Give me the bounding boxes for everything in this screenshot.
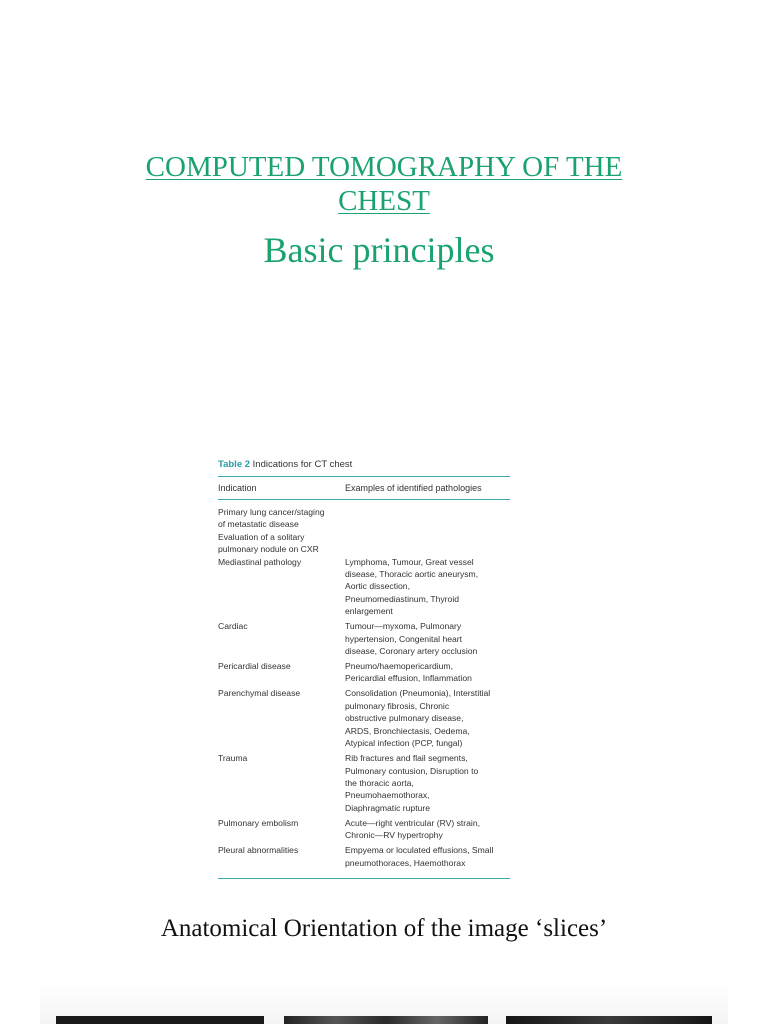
indication-line: Mediastinal pathology <box>218 556 302 567</box>
table-row <box>218 817 510 842</box>
examples-cell <box>345 844 510 869</box>
example-line: Atypical infection (PCP, fungal) <box>345 738 463 749</box>
examples-cell <box>345 556 510 618</box>
table-bottom-rule <box>218 878 510 879</box>
table-row <box>218 752 510 814</box>
table-caption <box>218 458 510 472</box>
slide-title <box>0 150 768 218</box>
title-line-1: COMPUTED TOMOGRAPHY OF THE <box>145 151 623 183</box>
indication-cell <box>218 556 345 618</box>
examples-cell <box>345 752 510 814</box>
indication-line: Pulmonary embolism <box>218 817 299 828</box>
examples-cell <box>345 687 510 749</box>
table-row <box>218 556 510 618</box>
example-line: Diaphragmatic rupture <box>345 802 431 813</box>
example-line: Pulmonary contusion, Disruption to <box>345 765 479 776</box>
header-examples: Examples of identified pathologies <box>345 483 482 493</box>
examples-cell <box>345 817 510 842</box>
ct-slice-image-2 <box>284 1016 488 1024</box>
indication-cell <box>218 531 345 556</box>
indication-line: of metastatic disease <box>218 519 299 530</box>
indication-cell <box>218 660 345 685</box>
table-header-row <box>218 477 510 499</box>
example-line: hypertension, Congenital heart <box>345 633 463 644</box>
ct-slice-image-1 <box>56 1016 264 1024</box>
examples-cell <box>345 620 510 657</box>
table-body <box>218 500 510 878</box>
example-line: Acute—right ventricular (RV) strain, <box>345 817 480 828</box>
slide-subtitle: Basic principles <box>263 230 495 270</box>
example-line: Consolidation (Pneumonia), Interstitial <box>345 688 491 699</box>
indication-line: Evaluation of a solitary <box>218 531 305 542</box>
example-line: Chronic—RV hypertrophy <box>345 830 443 841</box>
example-line: disease, Coronary artery occlusion <box>345 646 478 657</box>
indication-cell <box>218 506 345 531</box>
example-line: Lymphoma, Tumour, Great vessel <box>345 556 474 567</box>
ct-slice-image-3 <box>506 1016 712 1024</box>
indication-cell <box>218 752 345 814</box>
orientation-heading: Anatomical Orientation of the image ‘slices’ <box>160 915 608 942</box>
table-row <box>218 660 510 685</box>
indication-line: Cardiac <box>218 621 248 632</box>
example-line: Pneumohaemothorax, <box>345 790 430 801</box>
examples-cell <box>345 506 510 531</box>
indication-cell <box>218 620 345 657</box>
table-number: Table 2 <box>218 459 251 470</box>
example-line: Aortic dissection, <box>345 581 410 592</box>
table-row <box>218 620 510 657</box>
indication-line: Pleural abnormalities <box>218 845 299 856</box>
example-line: pneumothoraces, Haemothorax <box>345 857 466 868</box>
indication-line: Parenchymal disease <box>218 688 301 699</box>
title-line-2: CHEST <box>338 185 430 217</box>
example-line: ARDS, Bronchiectasis, Oedema, <box>345 725 470 736</box>
table-row <box>218 506 510 531</box>
example-line: the thoracic aorta, <box>345 777 414 788</box>
example-line: Empyema or loculated effusions, Small <box>345 845 494 856</box>
indication-cell <box>218 687 345 749</box>
indication-line: Trauma <box>218 753 248 764</box>
table-row <box>218 531 510 556</box>
example-line: Pericardial effusion, Inflammation <box>345 673 472 684</box>
examples-cell <box>345 531 510 556</box>
indications-table <box>218 458 510 879</box>
indication-cell <box>218 817 345 842</box>
example-line: obstructive pulmonary disease, <box>345 713 464 724</box>
table-row <box>218 844 510 869</box>
table-caption-text: Indications for CT chest <box>252 459 353 470</box>
example-line: Pneumo/haemopericardium, <box>345 661 453 672</box>
example-line: pulmonary fibrosis, Chronic <box>345 700 450 711</box>
indication-line: Primary lung cancer/staging <box>218 507 325 517</box>
indication-line: Pericardial disease <box>218 661 291 672</box>
examples-cell <box>345 660 510 685</box>
example-line: Pneumomediastinum, Thyroid <box>345 593 460 604</box>
indication-cell <box>218 844 345 869</box>
header-indication: Indication <box>218 483 257 493</box>
example-line: enlargement <box>345 606 393 617</box>
indication-line: pulmonary nodule on CXR <box>218 544 319 555</box>
example-line: Rib fractures and flail segments, <box>345 753 468 764</box>
example-line: disease, Thoracic aortic aneurysm, <box>345 569 479 580</box>
table-row <box>218 687 510 749</box>
example-line: Tumour—myxoma, Pulmonary <box>345 621 462 632</box>
